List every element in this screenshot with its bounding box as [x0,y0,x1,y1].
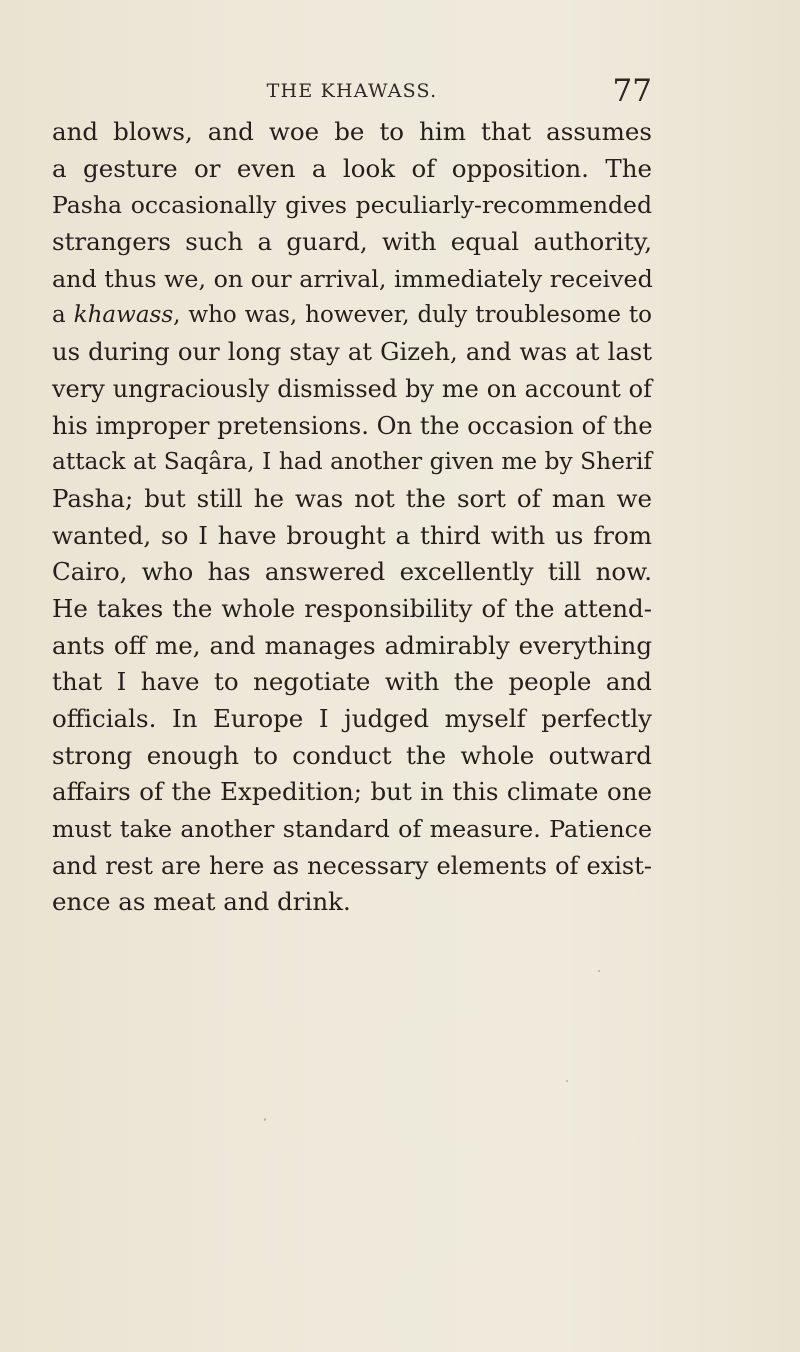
running-title: THE KHAWASS. [266,80,438,102]
text-line: and rest are here as necessary elements of exist- [52,851,652,880]
text-line: must take another standard of measure. Patience [52,815,652,844]
paper-speck [566,1080,568,1082]
running-head [52,73,652,109]
text-line: a khawass, who was, however, duly troublesome to [52,302,652,329]
text-line: strong enough to conduct the whole outward [52,740,652,770]
italic-term: khawass [73,302,174,329]
text-line: ants off me, and manages admirably everything [52,630,652,660]
text-line: us during our long stay at Gizeh, and was at last [52,337,652,367]
paper-speck [264,1118,266,1121]
text-line: and thus we, on our arrival, immediately received [52,264,653,293]
text-line: very ungraciously dismissed by me on account of [52,374,652,403]
text-line: strangers such a guard, with equal authority, [52,227,652,257]
text-line: wanted, so I have brought a third with us from [52,520,652,550]
text-line: Pasha; but still he was not the sort of man we [52,483,652,513]
text-line: and blows, and woe be to him that assumes [52,117,652,146]
paper-speck [598,970,600,972]
text-line: affairs of the Expedition; but in this climate one [52,777,652,807]
body-text [52,114,652,921]
text-line: that I have to negotiate with the people and [52,667,652,697]
text-line: He takes the whole responsibility of the attend- [52,593,652,623]
text-line-last: ence as meat and drink. [52,887,351,917]
text-line: Pasha occasionally gives peculiarly-recommended [52,191,652,220]
text-line: his improper pretensions. On the occasion of the [52,410,653,440]
text-line: Cairo, who has answered excellently till now. [52,557,652,587]
text-line: attack at Saqâra, I had another given me by Sherif [52,448,652,476]
text-line: officials. In Europe I judged myself perfectly [52,704,652,733]
page-number: 77 [612,73,652,109]
text-line: a gesture or even a look of opposition. The [52,153,652,183]
